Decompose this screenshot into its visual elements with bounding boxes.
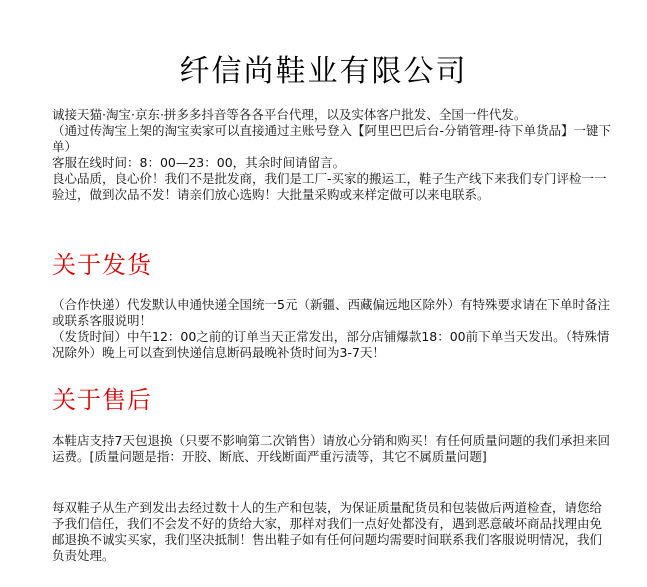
intro-service-hours: 客服在线时间：8：00—23：00，其余时间请留言。 [52, 155, 346, 170]
shipping-courier-text: （合作快递）代发默认申通快递全国统一5元（新疆、西藏偏远地区除外）有特殊要求请在下单时备注或联系客服说明！ [52, 297, 610, 328]
after-sales-quality-text: 每双鞋子从生产到发出去经过数十人的生产和包装，为保证质量配货员和包装做后两道检查，请您给予我们信任，我们不会发不好的货给大家，那样对我们一点好处都没有，遇到恶意破坏商品找理由免邮退换不诚实买家，我们坚决抵制！售出鞋子如有任何问题均需要时间联系我们客服说明情况，我们负责处理。 [52, 500, 603, 563]
intro-section [52, 107, 612, 203]
intro-quality-text: 良心品质，良心价！我们不是批发商，我们是工厂-买家的搬运工，鞋子生产线下来我们专门评检一一验过，做到次品不发！请亲们放心选购！大批量采购或来样定做可以来电联系。 [52, 171, 607, 202]
after-sales-heading: 关于售后 [52, 386, 152, 414]
shipping-time-text: （发货时间）中午12：00之前的订单当天正常发出，部分店铺爆款18：00前下单当天发出。（特殊情况除外）晚上可以查到快递信息断码最晚补货时间为3-7天！ [52, 329, 610, 360]
intro-partners-text: 诚接天猫·淘宝·京东·拼多多抖音等各各平台代理，以及实体客户批发、全国一件代发。 [52, 107, 527, 122]
after-sales-return-text: 本鞋店支持7天包退换（只要不影响第二次销售）请放心分销和购买！有任何质量问题的我们承担来回运费。[质量问题是指：开胶、断底、开线断面严重污渍等，其它不属质量问题] [52, 433, 610, 464]
after-sales-quality-note [52, 500, 612, 564]
company-title: 纤信尚鞋业有限公司 [179, 54, 468, 89]
intro-taobao-note: （通过传淘宝上架的淘宝卖家可以直接通过主账号登入【阿里巴巴后台-分销管理-待下单货品】一键下单） [52, 123, 612, 154]
shipping-heading: 关于发货 [52, 251, 152, 279]
shipping-section [52, 297, 612, 361]
after-sales-return-policy [52, 433, 612, 465]
